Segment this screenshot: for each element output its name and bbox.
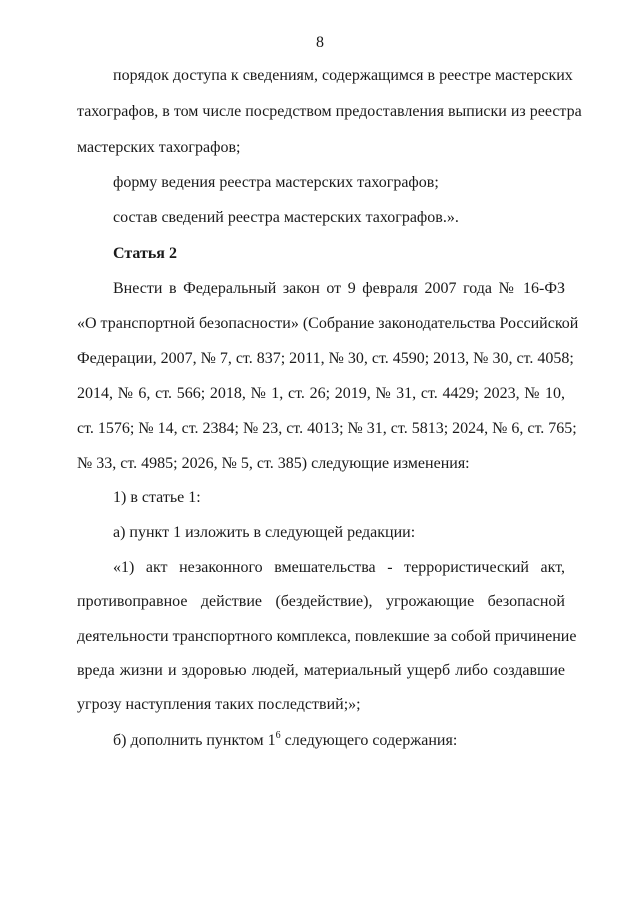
text-line: мастерских тахографов; <box>77 139 241 156</box>
text-line: противоправное действие (бездействие), угрожающие безопасной <box>77 593 565 610</box>
text-line: порядок доступа к сведениям, содержащимся в реестре мастерских <box>113 67 573 84</box>
text-fragment: б) дополнить пунктом 1 <box>113 732 276 749</box>
text-line: № 33, ст. 4985; 2026, № 5, ст. 385) следующие изменения: <box>77 455 470 472</box>
text-line: угрозу наступления таких последствий;»; <box>77 696 361 713</box>
text-fragment: следующего содержания: <box>280 732 458 749</box>
text-line <box>113 731 565 751</box>
superscript: 6 <box>275 729 281 741</box>
text-line: «1) акт незаконного вмешательства - террористический акт, <box>113 559 565 576</box>
text-line: а) пункт 1 изложить в следующей редакции: <box>113 524 416 541</box>
text-line: 2014, № 6, ст. 566; 2018, № 1, ст. 26; 2019, № 31, ст. 4429; 2023, № 10, <box>77 385 565 402</box>
text-line: «О транспортной безопасности» (Собрание законодательства Российской <box>77 315 579 332</box>
text-line: ст. 1576; № 14, ст. 2384; № 23, ст. 4013; № 31, ст. 5813; 2024, № 6, ст. 765; <box>77 420 577 437</box>
text-line: 1) в статье 1: <box>113 489 201 506</box>
page-number: 8 <box>316 34 324 51</box>
text-line: состав сведений реестра мастерских тахографов.». <box>113 209 459 226</box>
text-line: форму ведения реестра мастерских тахографов; <box>113 174 439 191</box>
text-line: Внести в Федеральный закон от 9 февраля 2007 года № 16-ФЗ <box>113 280 565 297</box>
text-line: тахографов, в том числе посредством предоставления выписки из реестра <box>77 103 582 120</box>
text-line: Федерации, 2007, № 7, ст. 837; 2011, № 30, ст. 4590; 2013, № 30, ст. 4058; <box>77 350 574 367</box>
article-heading: Статья 2 <box>113 245 177 262</box>
text-line: деятельности транспортного комплекса, повлекшие за собой причинение <box>77 628 577 645</box>
text-line: вреда жизни и здоровью людей, материальный ущерб либо создавшие <box>77 662 565 679</box>
